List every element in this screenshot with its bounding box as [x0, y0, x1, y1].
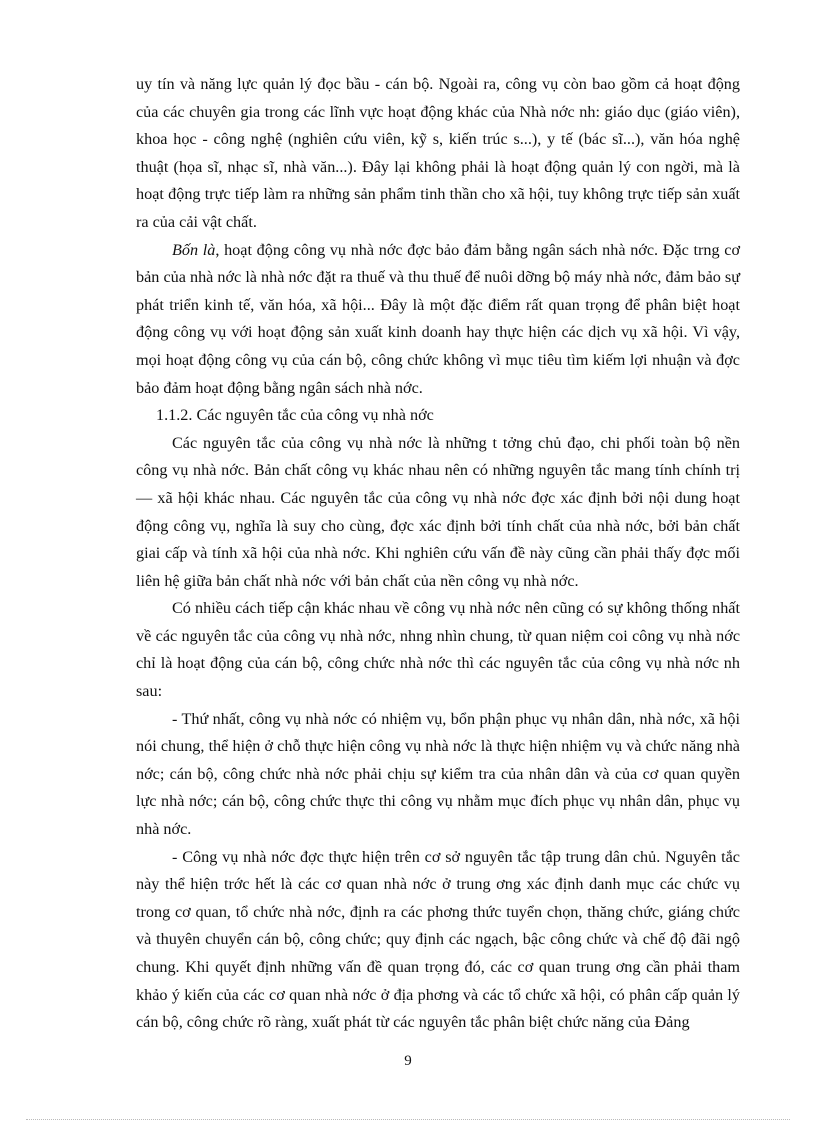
paragraph: Có nhiều cách tiếp cận khác nhau về công vụ nhà nớc nên cũng có sự không thống nhất về các nguyên tắc của công vụ nhà nớc, nhng nhìn chung, từ quan niệm coi công vụ nhà nớc chỉ là hoạt động của cán bộ, công chức nhà nớc thì các nguyên tắc của công vụ nhà nớc nh sau: [136, 599, 740, 701]
paragraph: Các nguyên tắc của công vụ nhà nớc là những t tởng chủ đạo, chi phối toàn bộ nền công vụ nhà nớc. Bản chất công vụ khác nhau nên có những nguyên tắc mang tính chính trị — xã hội khác nhau. Các nguyên tắc của công vụ nhà nớc đợc xác định bởi nội dung hoạt động công vụ, nghĩa là suy cho cùng, đợc xác định bởi tính chất của nhà nớc, bởi bản chất giai cấp và tính xã hội của nhà nớc. Khi nghiên cứu vấn đề này cũng cần phải thấy đợc mối liên hệ giữa bản chất nhà nớc với bản chất của nền công vụ nhà nớc. [136, 433, 740, 590]
paragraph: - Công vụ nhà nớc đợc thực hiện trên cơ sở nguyên tắc tập trung dân chủ. Nguyên tắc này thể hiện trớc hết là các cơ quan nhà nớc ở trung ơng xác định danh mục các chức vụ trong cơ quan, tổ chức nhà nớc, định ra các phơng thức tuyển chọn, thăng chức, giáng chức và thuyên chuyển cán bộ, công chức; quy định các ngạch, bậc công chức và chế độ đãi ngộ chung. Khi quyết định những vấn đề quan trọng đó, các cơ quan trung ơng cần phải tham khảo ý kiến của các cơ quan nhà nớc ở địa phơng và các tổ chức xã hội, có phân cấp quản lý cán bộ, công chức rõ ràng, xuất phát từ các nguyên tắc phân biệt chức năng của Đảng [136, 847, 740, 1032]
document-body [136, 71, 740, 1037]
section-heading: 1.1.2. Các nguyên tắc của công vụ nhà nớc [156, 406, 434, 425]
paragraph: - Thứ nhất, công vụ nhà nớc có nhiệm vụ, bổn phận phục vụ nhân dân, nhà nớc, xã hội nói chung, thể hiện ở chỗ thực hiện công vụ nhà nớc là thực hiện nhiệm vụ và chức năng nhà nớc; cán bộ, công chức nhà nớc phải chịu sự kiểm tra của nhân dân và của cơ quan quyền lực nhà nớc; cán bộ, công chức thực thi công vụ nhằm mục đích phục vụ nhân dân, phục vụ nhà nớc. [136, 709, 740, 839]
paragraph-lead: Bốn là [172, 240, 216, 259]
footer-divider [26, 1119, 790, 1120]
paragraph: uy tín và năng lực quản lý đọc bầu - cán bộ. Ngoài ra, công vụ còn bao gồm cả hoạt động của các chuyên gia trong các lĩnh vực hoạt động khác của Nhà nớc nh: giáo dục (giáo viên), khoa học - công nghệ (nghiên cứu viên, kỹ s, kiến trúc s...), y tế (bác sĩ...), văn hóa nghệ thuật (họa sĩ, nhạc sĩ, nhà văn...). Đây lại không phải là hoạt động quản lý con ngời, mà là hoạt động trực tiếp làm ra những sản phẩm tinh thần cho xã hội, tuy không trực tiếp sản xuất ra của cải vật chất. [136, 75, 740, 231]
page-number: 9 [404, 1053, 412, 1069]
paragraph-body: , hoạt động công vụ nhà nớc đợc bảo đảm bằng ngân sách nhà nớc. Đặc trng cơ bản của nhà nớc là nhà nớc đặt ra thuế và thu thuế để nuôi dỡng bộ máy nhà nớc, đảm bảo sự phát triển kinh tế, văn hóa, xã hội... Đây là một đặc điểm rất quan trọng để phân biệt hoạt động công vụ với hoạt động sản xuất kinh doanh hay thực hiện các dịch vụ xã hội. Vì vậy, mọi hoạt động công vụ của cán bộ, công chức không vì mục tiêu tìm kiếm lợi nhuận và đợc bảo đảm hoạt động bằng ngân sách nhà nớc. [136, 240, 740, 397]
paragraph [136, 237, 740, 403]
